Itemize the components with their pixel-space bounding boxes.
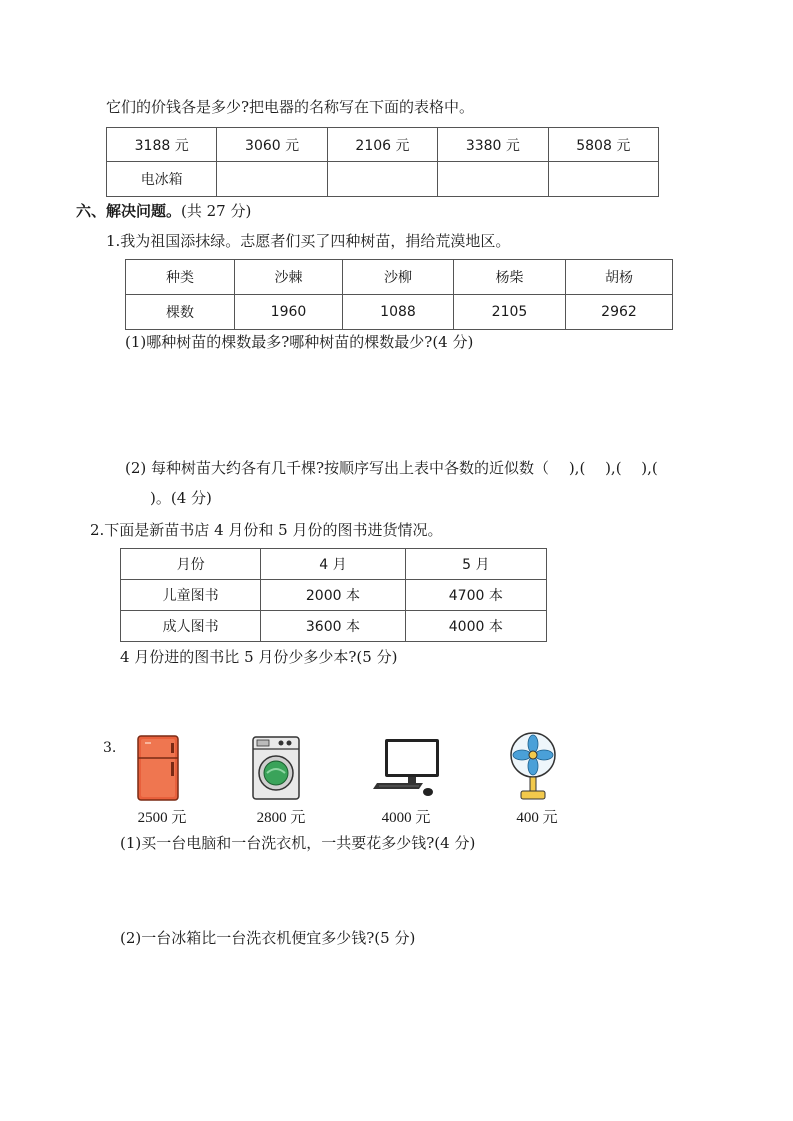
- table-cell: 2105: [454, 295, 566, 330]
- table-cell: 成人图书: [121, 611, 261, 642]
- answer-cell[interactable]: [548, 162, 658, 197]
- q3-number: 3.: [103, 740, 117, 756]
- q3-sub1: (1)买一台电脑和一台洗衣机，一共要花多少钱?(4 分): [120, 834, 476, 852]
- table-header-cell: 月份: [121, 549, 261, 580]
- price-label: 400 元: [516, 810, 558, 826]
- price-label: 2800 元: [256, 810, 306, 826]
- refrigerator-icon: [135, 734, 181, 802]
- computer-icon: [373, 737, 443, 799]
- books-table: [120, 548, 547, 642]
- table-header-cell: 杨柴: [454, 260, 566, 295]
- table-cell: 儿童图书: [121, 580, 261, 611]
- table-header-cell: 沙柳: [343, 260, 454, 295]
- table-header-cell: 沙棘: [235, 260, 343, 295]
- table-cell: 2962: [566, 295, 673, 330]
- price-label: 4000 元: [381, 810, 431, 826]
- washing-machine-icon: [251, 735, 301, 801]
- answer-cell[interactable]: 电冰箱: [107, 162, 217, 197]
- price-cell: 3060 元: [217, 128, 327, 162]
- table-header-cell: 4 月: [261, 549, 405, 580]
- q2-text: 2.下面是新苗书店 4 月份和 5 月份的图书进货情况。: [90, 521, 443, 539]
- answer-cell[interactable]: [438, 162, 548, 197]
- price-cell: 5808 元: [548, 128, 658, 162]
- section-title: 六、解决问题。: [76, 202, 182, 220]
- table-header-cell: 种类: [126, 260, 235, 295]
- table-header-cell: 胡杨: [566, 260, 673, 295]
- price-table: [106, 127, 659, 197]
- fan-icon: [508, 731, 558, 803]
- q1-text: 1.我为祖国添抹绿。志愿者们买了四种树苗，捐给荒漠地区。: [106, 232, 511, 250]
- section-heading: [76, 200, 251, 221]
- q3-sub2: (2)一台冰箱比一台洗衣机便宜多少钱?(5 分): [120, 929, 416, 947]
- answer-cell[interactable]: [327, 162, 437, 197]
- table-header-cell: 5 月: [405, 549, 546, 580]
- table-cell: 4700 本: [405, 580, 546, 611]
- q2-question: 4 月份进的图书比 5 月份少多少本?(5 分): [120, 648, 398, 666]
- section-score: (共 27 分): [181, 202, 252, 220]
- price-label: 2500 元: [137, 810, 187, 826]
- price-cell: 2106 元: [327, 128, 437, 162]
- table-cell: 2000 本: [261, 580, 405, 611]
- q1-sub2-line1: (2) 每种树苗大约各有几千棵?按顺序写出上表中各数的近似数（ ),( ),( ),(: [125, 459, 658, 477]
- table-cell: 3600 本: [261, 611, 405, 642]
- tree-table: [125, 259, 673, 330]
- table-cell: 1088: [343, 295, 454, 330]
- question-intro: 它们的价钱各是多少?把电器的名称写在下面的表格中。: [106, 98, 475, 116]
- table-cell: 棵数: [126, 295, 235, 330]
- table-cell: 4000 本: [405, 611, 546, 642]
- answer-cell[interactable]: [217, 162, 327, 197]
- q1-sub1: (1)哪种树苗的棵数最多?哪种树苗的棵数最少?(4 分): [125, 333, 474, 351]
- price-cell: 3188 元: [107, 128, 217, 162]
- q1-sub2-line2: )。(4 分): [150, 489, 212, 507]
- table-cell: 1960: [235, 295, 343, 330]
- price-cell: 3380 元: [438, 128, 548, 162]
